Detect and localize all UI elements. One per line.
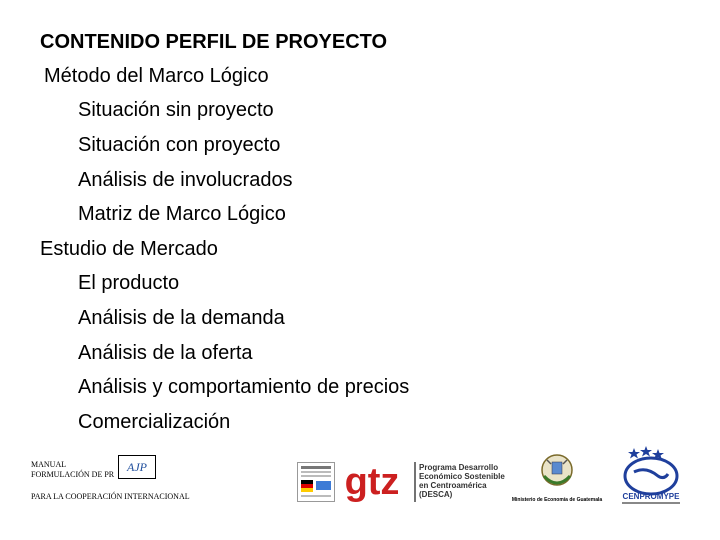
cenpromype-logo-text: CENPROMYPE bbox=[622, 492, 680, 501]
outline-item-marco-logico: Método del Marco Lógico bbox=[44, 65, 269, 87]
agency-line: PARA LA COOPERACIÓN INTERNACIONAL bbox=[31, 492, 190, 501]
ministerio-economia-logo bbox=[511, 448, 603, 504]
slide-title: CONTENIDO PERFIL DE PROYECTO bbox=[40, 31, 388, 53]
desca-logo bbox=[414, 460, 505, 504]
outline-subitem-producto: El producto bbox=[78, 272, 180, 294]
outline-subitem-demanda: Análisis de la demanda bbox=[78, 307, 285, 329]
outline-subitem-involucrados: Análisis de involucrados bbox=[78, 169, 293, 191]
svg-text:(DESCA): (DESCA) bbox=[419, 490, 453, 499]
svg-text:en Centroamérica: en Centroamérica bbox=[419, 481, 487, 490]
ministerio-logo-text: Ministerio de Economía de Guatemala bbox=[511, 497, 603, 503]
outline-subitem-precios: Análisis y comportamiento de precios bbox=[78, 376, 410, 398]
svg-text:Programa Desarrollo: Programa Desarrollo bbox=[419, 463, 499, 472]
outline-item-estudio-mercado: Estudio de Mercado bbox=[40, 238, 218, 260]
gtz-logo-text: gtz bbox=[344, 461, 400, 503]
outline-subitem-comercializacion: Comercialización bbox=[78, 411, 231, 433]
outline-subitem-matriz: Matriz de Marco Lógico bbox=[78, 203, 286, 225]
agency-logo bbox=[118, 455, 156, 479]
coat-of-arms-logo bbox=[297, 462, 335, 502]
outline-subitem-con-proyecto: Situación con proyecto bbox=[78, 134, 281, 156]
outline-subitem-oferta: Análisis de la oferta bbox=[78, 342, 253, 364]
gtz-logo bbox=[340, 458, 404, 504]
svg-text:Económico Sostenible: Económico Sostenible bbox=[419, 472, 505, 481]
agency-logo-text: AJP bbox=[127, 460, 147, 474]
manual-label: MANUAL bbox=[31, 460, 67, 469]
manual-subtitle: FORMULACIÓN DE PR bbox=[31, 470, 115, 479]
cenpromype-logo bbox=[616, 444, 686, 508]
outline-subitem-sin-proyecto: Situación sin proyecto bbox=[78, 99, 274, 121]
